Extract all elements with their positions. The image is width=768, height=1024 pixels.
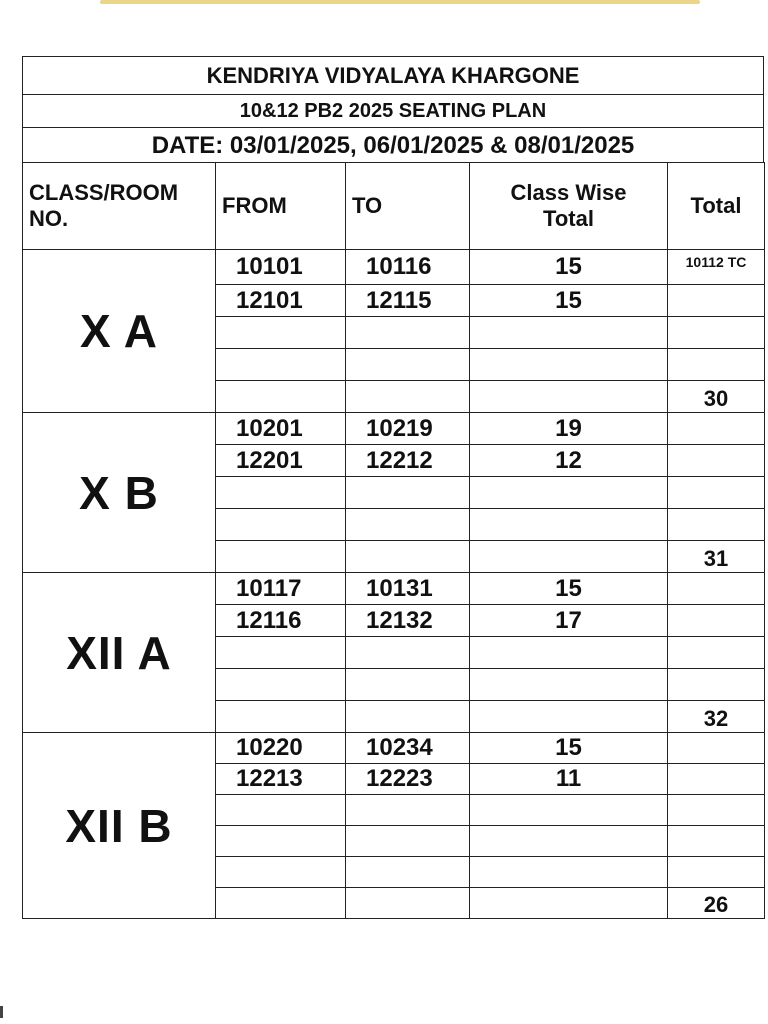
class-wise-total-cell bbox=[470, 509, 668, 541]
class-wise-total-cell: 19 bbox=[470, 413, 668, 445]
to-cell: 10131 bbox=[346, 573, 470, 605]
from-cell bbox=[216, 826, 346, 857]
class-room-label: X A bbox=[23, 250, 216, 413]
from-cell: 10201 bbox=[216, 413, 346, 445]
from-cell bbox=[216, 888, 346, 919]
class-wise-total-cell bbox=[470, 826, 668, 857]
to-cell: 10219 bbox=[346, 413, 470, 445]
exam-dates: DATE: 03/01/2025, 06/01/2025 & 08/01/2025 bbox=[22, 127, 764, 162]
seating-table bbox=[22, 162, 765, 919]
from-cell bbox=[216, 541, 346, 573]
from-cell: 12213 bbox=[216, 764, 346, 795]
to-cell: 10234 bbox=[346, 733, 470, 764]
from-cell bbox=[216, 669, 346, 701]
to-cell bbox=[346, 888, 470, 919]
col-class-room: CLASS/ROOM NO. bbox=[23, 163, 216, 250]
school-name: KENDRIYA VIDYALAYA KHARGONE bbox=[22, 56, 764, 94]
total-cell bbox=[668, 445, 765, 477]
from-cell bbox=[216, 637, 346, 669]
to-cell bbox=[346, 826, 470, 857]
from-cell: 12101 bbox=[216, 285, 346, 317]
total-cell bbox=[668, 669, 765, 701]
to-cell bbox=[346, 317, 470, 349]
class-room-label: XII B bbox=[23, 733, 216, 919]
group-total: 30 bbox=[668, 381, 765, 413]
class-wise-total-cell: 15 bbox=[470, 573, 668, 605]
total-cell bbox=[668, 733, 765, 764]
from-cell bbox=[216, 381, 346, 413]
class-wise-total-cell bbox=[470, 541, 668, 573]
total-cell bbox=[668, 317, 765, 349]
to-cell: 10116 bbox=[346, 250, 470, 285]
class-wise-total-cell bbox=[470, 317, 668, 349]
class-wise-total-cell: 11 bbox=[470, 764, 668, 795]
to-cell: 12132 bbox=[346, 605, 470, 637]
col-total: Total bbox=[668, 163, 765, 250]
total-cell bbox=[668, 573, 765, 605]
class-wise-total-cell: 17 bbox=[470, 605, 668, 637]
table-row bbox=[23, 250, 765, 285]
class-wise-total-cell bbox=[470, 888, 668, 919]
total-cell bbox=[668, 795, 765, 826]
total-cell bbox=[668, 826, 765, 857]
to-cell bbox=[346, 381, 470, 413]
class-wise-total-cell bbox=[470, 349, 668, 381]
group-total: 31 bbox=[668, 541, 765, 573]
from-cell bbox=[216, 795, 346, 826]
note-cell: 10112 TC bbox=[668, 250, 765, 285]
to-cell bbox=[346, 669, 470, 701]
from-cell: 10220 bbox=[216, 733, 346, 764]
class-room-label: X B bbox=[23, 413, 216, 573]
group-total: 32 bbox=[668, 701, 765, 733]
class-wise-total-cell bbox=[470, 857, 668, 888]
from-cell bbox=[216, 349, 346, 381]
total-cell bbox=[668, 509, 765, 541]
from-cell bbox=[216, 701, 346, 733]
total-cell bbox=[668, 349, 765, 381]
from-cell bbox=[216, 477, 346, 509]
class-wise-total-cell: 15 bbox=[470, 285, 668, 317]
class-wise-total-cell: 15 bbox=[470, 250, 668, 285]
class-wise-total-cell: 12 bbox=[470, 445, 668, 477]
total-cell bbox=[668, 413, 765, 445]
total-cell bbox=[668, 857, 765, 888]
from-cell: 10117 bbox=[216, 573, 346, 605]
total-cell bbox=[668, 637, 765, 669]
class-room-label: XII A bbox=[23, 573, 216, 733]
class-wise-total-cell bbox=[470, 637, 668, 669]
to-cell bbox=[346, 349, 470, 381]
paper-top-edge bbox=[100, 0, 700, 4]
to-cell bbox=[346, 541, 470, 573]
to-cell bbox=[346, 477, 470, 509]
to-cell bbox=[346, 701, 470, 733]
to-cell bbox=[346, 795, 470, 826]
col-class-wise-total: Class Wise Total bbox=[470, 163, 668, 250]
class-wise-total-cell bbox=[470, 381, 668, 413]
from-cell: 12116 bbox=[216, 605, 346, 637]
class-wise-total-cell bbox=[470, 701, 668, 733]
table-row bbox=[23, 573, 765, 605]
from-cell bbox=[216, 857, 346, 888]
to-cell: 12212 bbox=[346, 445, 470, 477]
table-row bbox=[23, 413, 765, 445]
group-total: 26 bbox=[668, 888, 765, 919]
total-cell bbox=[668, 285, 765, 317]
class-wise-total-cell bbox=[470, 795, 668, 826]
total-cell bbox=[668, 477, 765, 509]
paper-edge-mark bbox=[0, 1006, 3, 1018]
from-cell: 12201 bbox=[216, 445, 346, 477]
total-cell bbox=[668, 764, 765, 795]
class-wise-total-cell bbox=[470, 669, 668, 701]
col-from: FROM bbox=[216, 163, 346, 250]
table-row bbox=[23, 733, 765, 764]
col-to: TO bbox=[346, 163, 470, 250]
to-cell bbox=[346, 637, 470, 669]
plan-title: 10&12 PB2 2025 SEATING PLAN bbox=[22, 94, 764, 127]
class-wise-total-cell: 15 bbox=[470, 733, 668, 764]
seating-plan-sheet bbox=[22, 40, 764, 932]
total-cell bbox=[668, 605, 765, 637]
from-cell: 10101 bbox=[216, 250, 346, 285]
from-cell bbox=[216, 317, 346, 349]
to-cell bbox=[346, 857, 470, 888]
to-cell bbox=[346, 509, 470, 541]
table-header-row bbox=[23, 163, 765, 250]
to-cell: 12115 bbox=[346, 285, 470, 317]
to-cell: 12223 bbox=[346, 764, 470, 795]
class-wise-total-cell bbox=[470, 477, 668, 509]
from-cell bbox=[216, 509, 346, 541]
